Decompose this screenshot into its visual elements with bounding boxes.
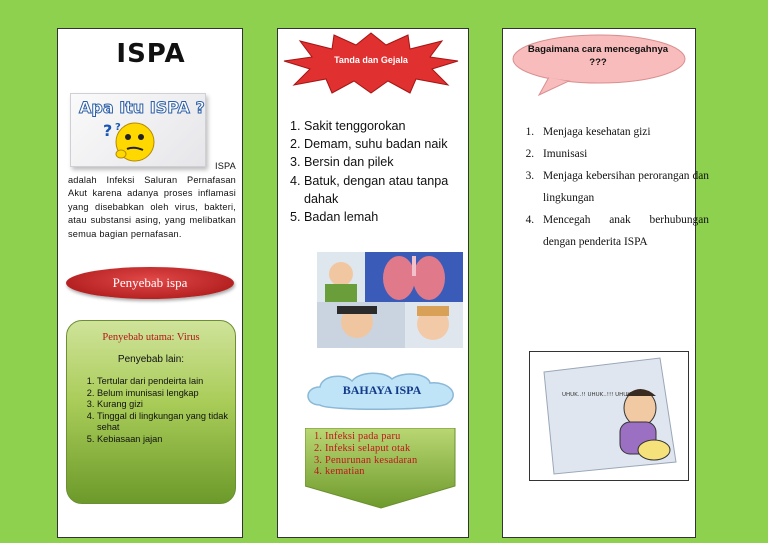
list-item: 4. Tinggal di lingkungan yang tidak sehat bbox=[97, 411, 252, 434]
list-item: 1. Menjaga kesehatan gizi bbox=[537, 121, 709, 143]
what-is-ispa-clipart bbox=[70, 93, 206, 167]
bubble-label: Bagaimana cara mencegahnya ??? bbox=[527, 44, 669, 68]
thinking-smiley-icon bbox=[99, 118, 159, 164]
list-item: 4. kematian bbox=[325, 466, 473, 478]
description-lead: ISPA bbox=[214, 161, 236, 171]
description-text: adalah Infeksi Saluran Pernafasan Akut karena adanya proses inflamasi yang disebabkan oleh virus, bakteri, atau substansi asing, yang melibatkan semua bagian pernafasan. bbox=[68, 174, 236, 239]
list-item: 1. Infeksi pada paru bbox=[325, 431, 473, 443]
coughing-child-illustration bbox=[530, 352, 688, 480]
list-item: 3. Kurang gizi bbox=[97, 399, 252, 411]
panel-prevention bbox=[502, 28, 709, 538]
symptoms-star-banner bbox=[282, 31, 460, 95]
list-item: 4. Mencegah anak berhubungan dengan penderita ISPA bbox=[537, 209, 709, 253]
clipart-title: Apa Itu ISPA ? bbox=[79, 98, 205, 117]
dangers-list bbox=[309, 431, 473, 478]
svg-text:?: ? bbox=[115, 122, 121, 133]
prevention-bubble bbox=[509, 33, 687, 99]
cough-text: UHUK..!! UHUK..!!! UHUK!! bbox=[562, 392, 636, 398]
brochure-title: ISPA bbox=[116, 39, 186, 69]
list-item: 5. Badan lemah bbox=[304, 208, 482, 226]
cause-box bbox=[66, 320, 236, 504]
list-item: 5. Kebiasaan jajan bbox=[97, 434, 252, 446]
other-causes-title: Penyebab lain: bbox=[117, 354, 185, 365]
list-item: 2. Infeksi selaput otak bbox=[325, 443, 473, 455]
list-item: 3. Penurunan kesadaran bbox=[325, 455, 473, 467]
ispa-description bbox=[68, 160, 236, 242]
star-label: Tanda dan Gejala bbox=[334, 55, 408, 65]
prevention-list bbox=[517, 121, 709, 253]
list-item: 4. Batuk, dengan atau tanpa dahak bbox=[304, 172, 482, 208]
list-item: 2. Imunisasi bbox=[537, 143, 709, 165]
main-cause: Penyebab utama: Virus bbox=[102, 332, 200, 343]
list-item: 2. Demam, suhu badan naik bbox=[304, 135, 482, 153]
cause-pill: Penyebab ispa bbox=[66, 267, 234, 299]
sick-children-collage bbox=[317, 252, 463, 348]
list-item: 1. Sakit tenggorokan bbox=[304, 117, 482, 135]
coughing-child-frame bbox=[529, 351, 689, 481]
symptoms-list bbox=[286, 117, 482, 226]
svg-text:?: ? bbox=[103, 121, 113, 140]
list-item: 3. Menjaga kebersihan perorangan dan lingkungan bbox=[537, 165, 709, 209]
other-causes-list bbox=[75, 376, 252, 446]
panel-what-is-ispa bbox=[57, 28, 243, 538]
danger-cloud bbox=[300, 371, 464, 413]
danger-label: BAHAYA ISPA bbox=[342, 383, 422, 397]
panel-symptoms bbox=[277, 28, 469, 538]
list-item: 1. Tertular dari pendeirta lain bbox=[97, 376, 252, 388]
list-item: 2. Belum imunisasi lengkap bbox=[97, 388, 252, 400]
list-item: 3. Bersin dan pilek bbox=[304, 153, 482, 171]
